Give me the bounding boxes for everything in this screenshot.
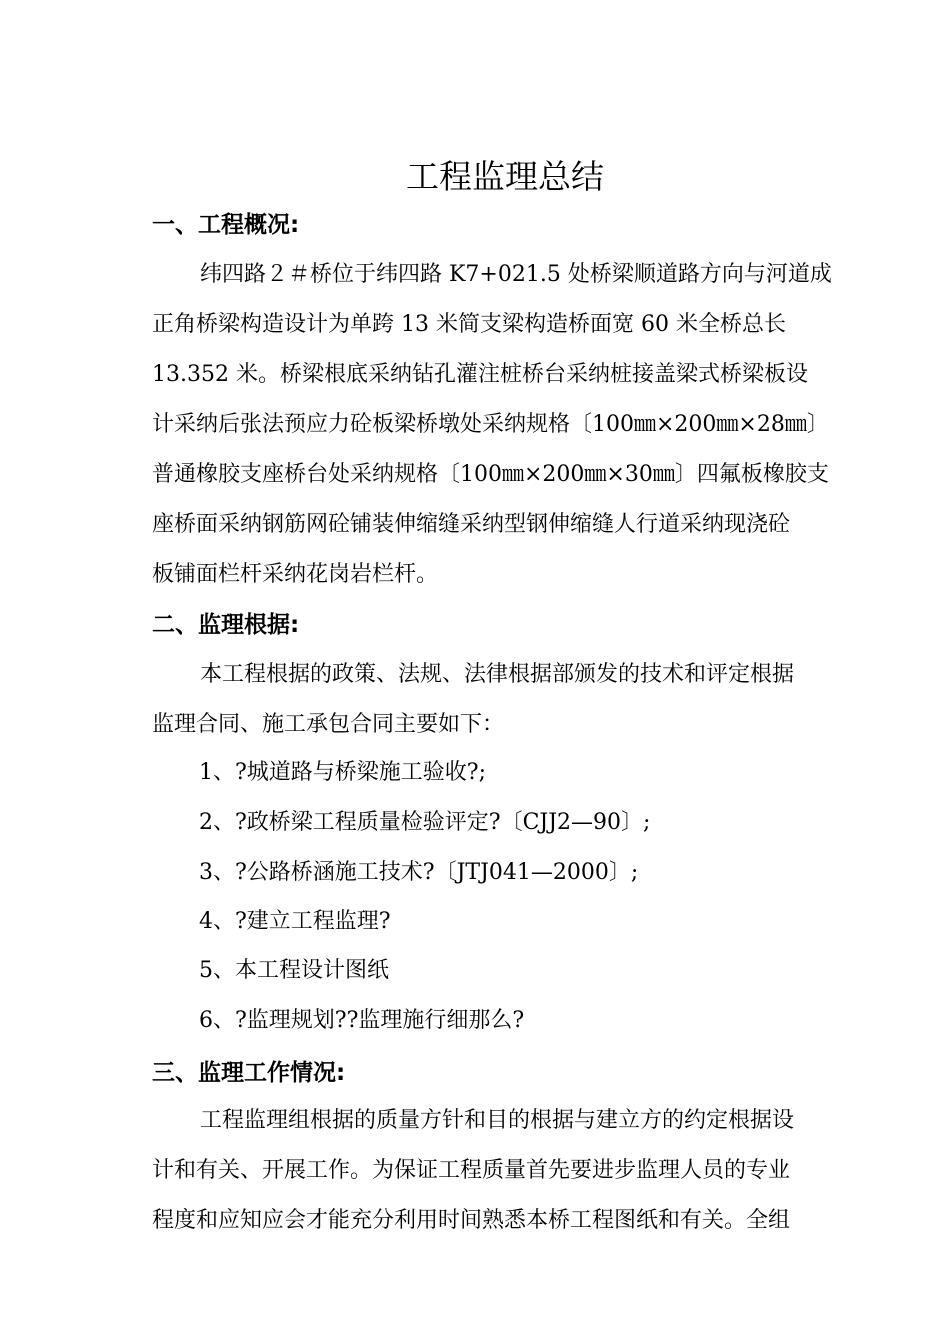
paragraph-line: 计采纳后张法预应力砼板梁桥墩处采纳规格〔100㎜×200㎜×28㎜〕 xyxy=(152,412,829,437)
section-paragraph-overview xyxy=(152,250,862,600)
document-title: 工程监理总结 xyxy=(406,157,604,196)
section-paragraph-work xyxy=(152,1096,862,1246)
section-heading-work: 三、监理工作情况: xyxy=(152,1060,346,1086)
paragraph-line: 本工程根据的政策、法规、法律根据部颁发的技术和评定根据 xyxy=(200,662,795,687)
list-item: 6、?监理规划??监理施行细那么? xyxy=(199,1008,525,1033)
list-item: 1、?城道路与桥梁施工验收?; xyxy=(199,760,486,785)
paragraph-line: 普通橡胶支座桥台处采纳规格〔100㎜×200㎜×30㎜〕四氟板橡胶支 xyxy=(152,462,829,487)
paragraph-line: 工程监理组根据的质量方针和目的根据与建立方的约定根据设 xyxy=(200,1108,795,1133)
paragraph-line: 板铺面栏杆采纳花岗岩栏杆。 xyxy=(152,562,439,587)
paragraph-line: 座桥面采纳钢筋网砼铺装伸缩缝采纳型钢伸缩缝人行道采纳现浇砼 xyxy=(152,512,791,537)
section-heading-basis: 二、监理根据: xyxy=(152,612,300,638)
paragraph-line: 计和有关、开展工作。为保证工程质量首先要进步监理人员的专业 xyxy=(152,1158,791,1183)
list-item: 4、?建立工程监理? xyxy=(199,909,391,934)
list-item: 5、本工程设计图纸 xyxy=(199,958,389,983)
paragraph-line: 程度和应知应会才能充分利用时间熟悉本桥工程图纸和有关。全组 xyxy=(152,1208,791,1233)
paragraph-line: 监理合同、施工承包合同主要如下： xyxy=(152,712,505,737)
section-heading-overview: 一、工程概况: xyxy=(152,212,300,238)
section-paragraph-basis xyxy=(152,650,862,750)
paragraph-line: 纬四路２＃桥位于纬四路 K7+021.5 处桥梁顺道路方向与河道成 xyxy=(200,262,832,287)
list-item: 2、?政桥梁工程质量检验评定?〔CJJ2—90〕; xyxy=(199,810,651,835)
list-item: 3、?公路桥涵施工技术?〔JTJ041—2000〕; xyxy=(199,860,639,885)
paragraph-line: 13.352 米。桥梁根底采纳钻孔灌注桩桥台采纳桩接盖梁式桥梁板设 xyxy=(152,362,808,387)
paragraph-line: 正角桥梁构造设计为单跨 13 米简支梁构造桥面宽 60 米全桥总长 xyxy=(152,312,786,337)
